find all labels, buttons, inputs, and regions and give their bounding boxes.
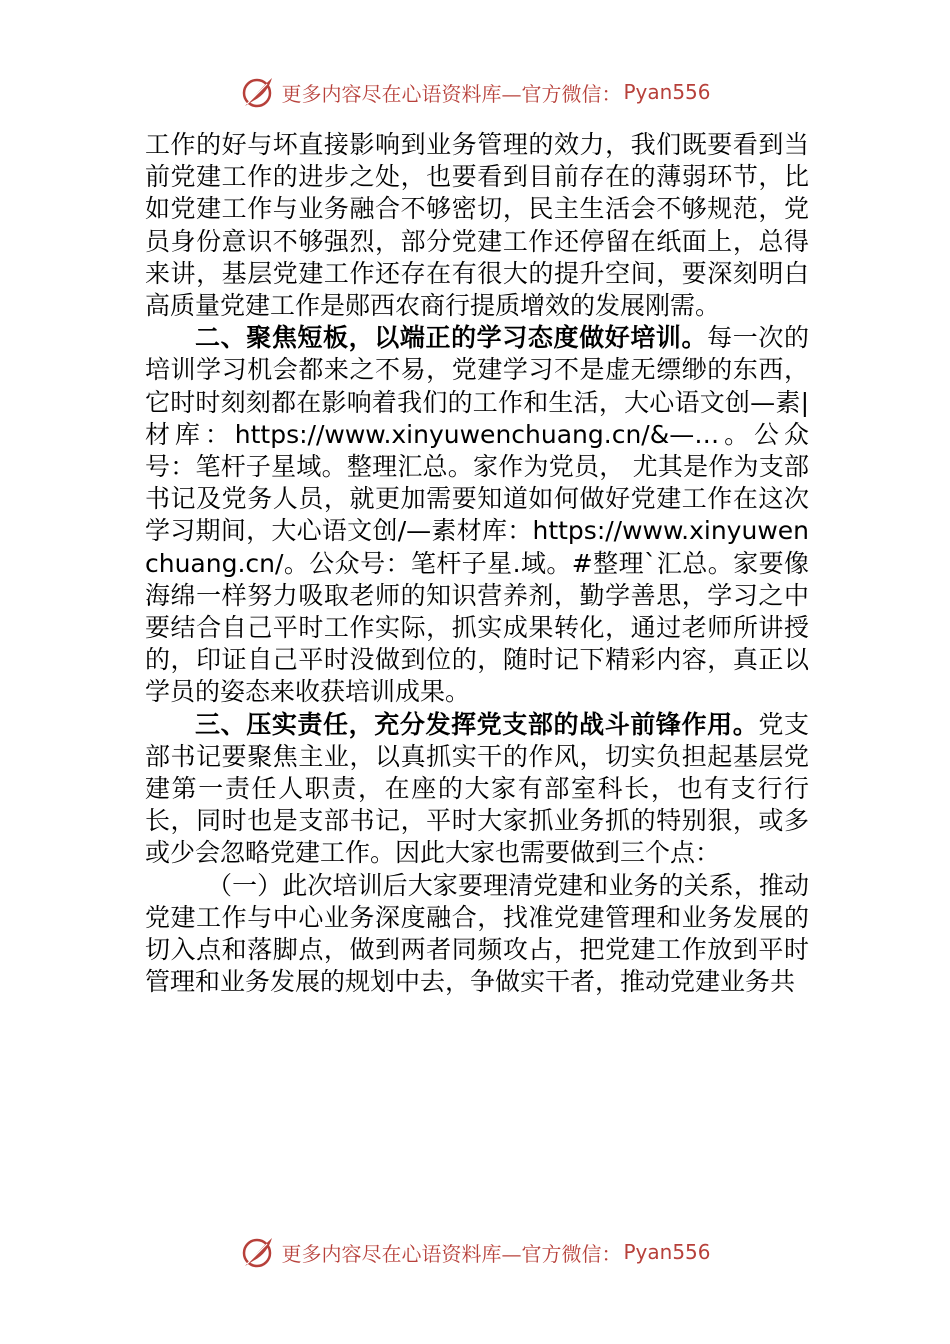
feather-logo-icon	[239, 74, 275, 110]
paragraph-1-text: 工作的好与坏直接影响到业务管理的效力，我们既要看到当前党建工作的进步之处，也要看到目前存在的薄弱环节，比如党建工作与业务融合不够密切，民主生活会不够规范，党员身份意识不够强烈，部分党建工作还停留在纸面上，总得来讲，基层党建工作还存在有很大的提升空间，要深刻明白高质量党建工作是郧西农商行提质增效的发展刚需。	[145, 130, 809, 321]
paragraph-3-heading: 三、压实责任，充分发挥党支部的战斗前锋作用。	[195, 709, 759, 739]
paragraph-4-text: （一）此次培训后大家要理清党建和业务的关系，推动党建工作与中心业务深度融合，找准党建管理和业务发展的切入点和落脚点，做到两者同频攻占，把党建工作放到平时管理和业务发展的规划中去，争做实干者，推动党建业务共	[145, 870, 809, 997]
watermark-wechat-id: Pyan556	[623, 80, 711, 104]
paragraph-2-heading: 二、聚焦短板，以端正的学习态度做好培训。	[195, 323, 708, 353]
paragraph-1	[145, 129, 809, 322]
paragraph-2	[145, 322, 809, 708]
paragraph-4	[145, 870, 809, 999]
watermark-text: 更多内容尽在心语资料库—官方微信：	[281, 1241, 622, 1266]
header-watermark	[0, 72, 950, 112]
watermark-wechat-id: Pyan556	[623, 1240, 711, 1264]
document-body	[145, 129, 809, 998]
feather-logo-icon	[239, 1234, 275, 1270]
watermark-text: 更多内容尽在心语资料库—官方微信：	[281, 81, 622, 106]
paragraph-3	[145, 709, 809, 870]
paragraph-3-text: 党支部书记要聚焦主业，以真抓实干的作风，切实负担起基层党建第一责任人职责，在座的大家有部室科长，也有支行行长，同时也是支部书记，平时大家抓业务抓的特别狠，或多或少会忽略党建工作。因此大家也需要做到三个点：	[145, 709, 809, 868]
footer-watermark	[0, 1232, 950, 1272]
paragraph-2-text: 每一次的培训学习机会都来之不易，党建学习不是虚无缥缈的东西，它时时刻刻都在影响着我们的工作和生活，大心语文创—素|材库：https://www.xinyuwenchuang.cn/&—…。公众号：笔杆子星域。整理汇总。家作为党员， 尤其是作为支部书记及党务人员，就更加需要知道如何做好党建工作在这次学习期间，大心语文创/—素材库：https://www.xinyuwenchuang.cn/。公众号：笔杆子星.域。#整理`汇总。家要像海绵一样努力吸取老师的知识营养剂，勤学善思，学习之中要结合自己平时工作实际，抓实成果转化，通过老师所讲授的，印证自己平时没做到位的，随时记下精彩内容，真正以学员的姿态来收获培训成果。	[145, 323, 809, 707]
